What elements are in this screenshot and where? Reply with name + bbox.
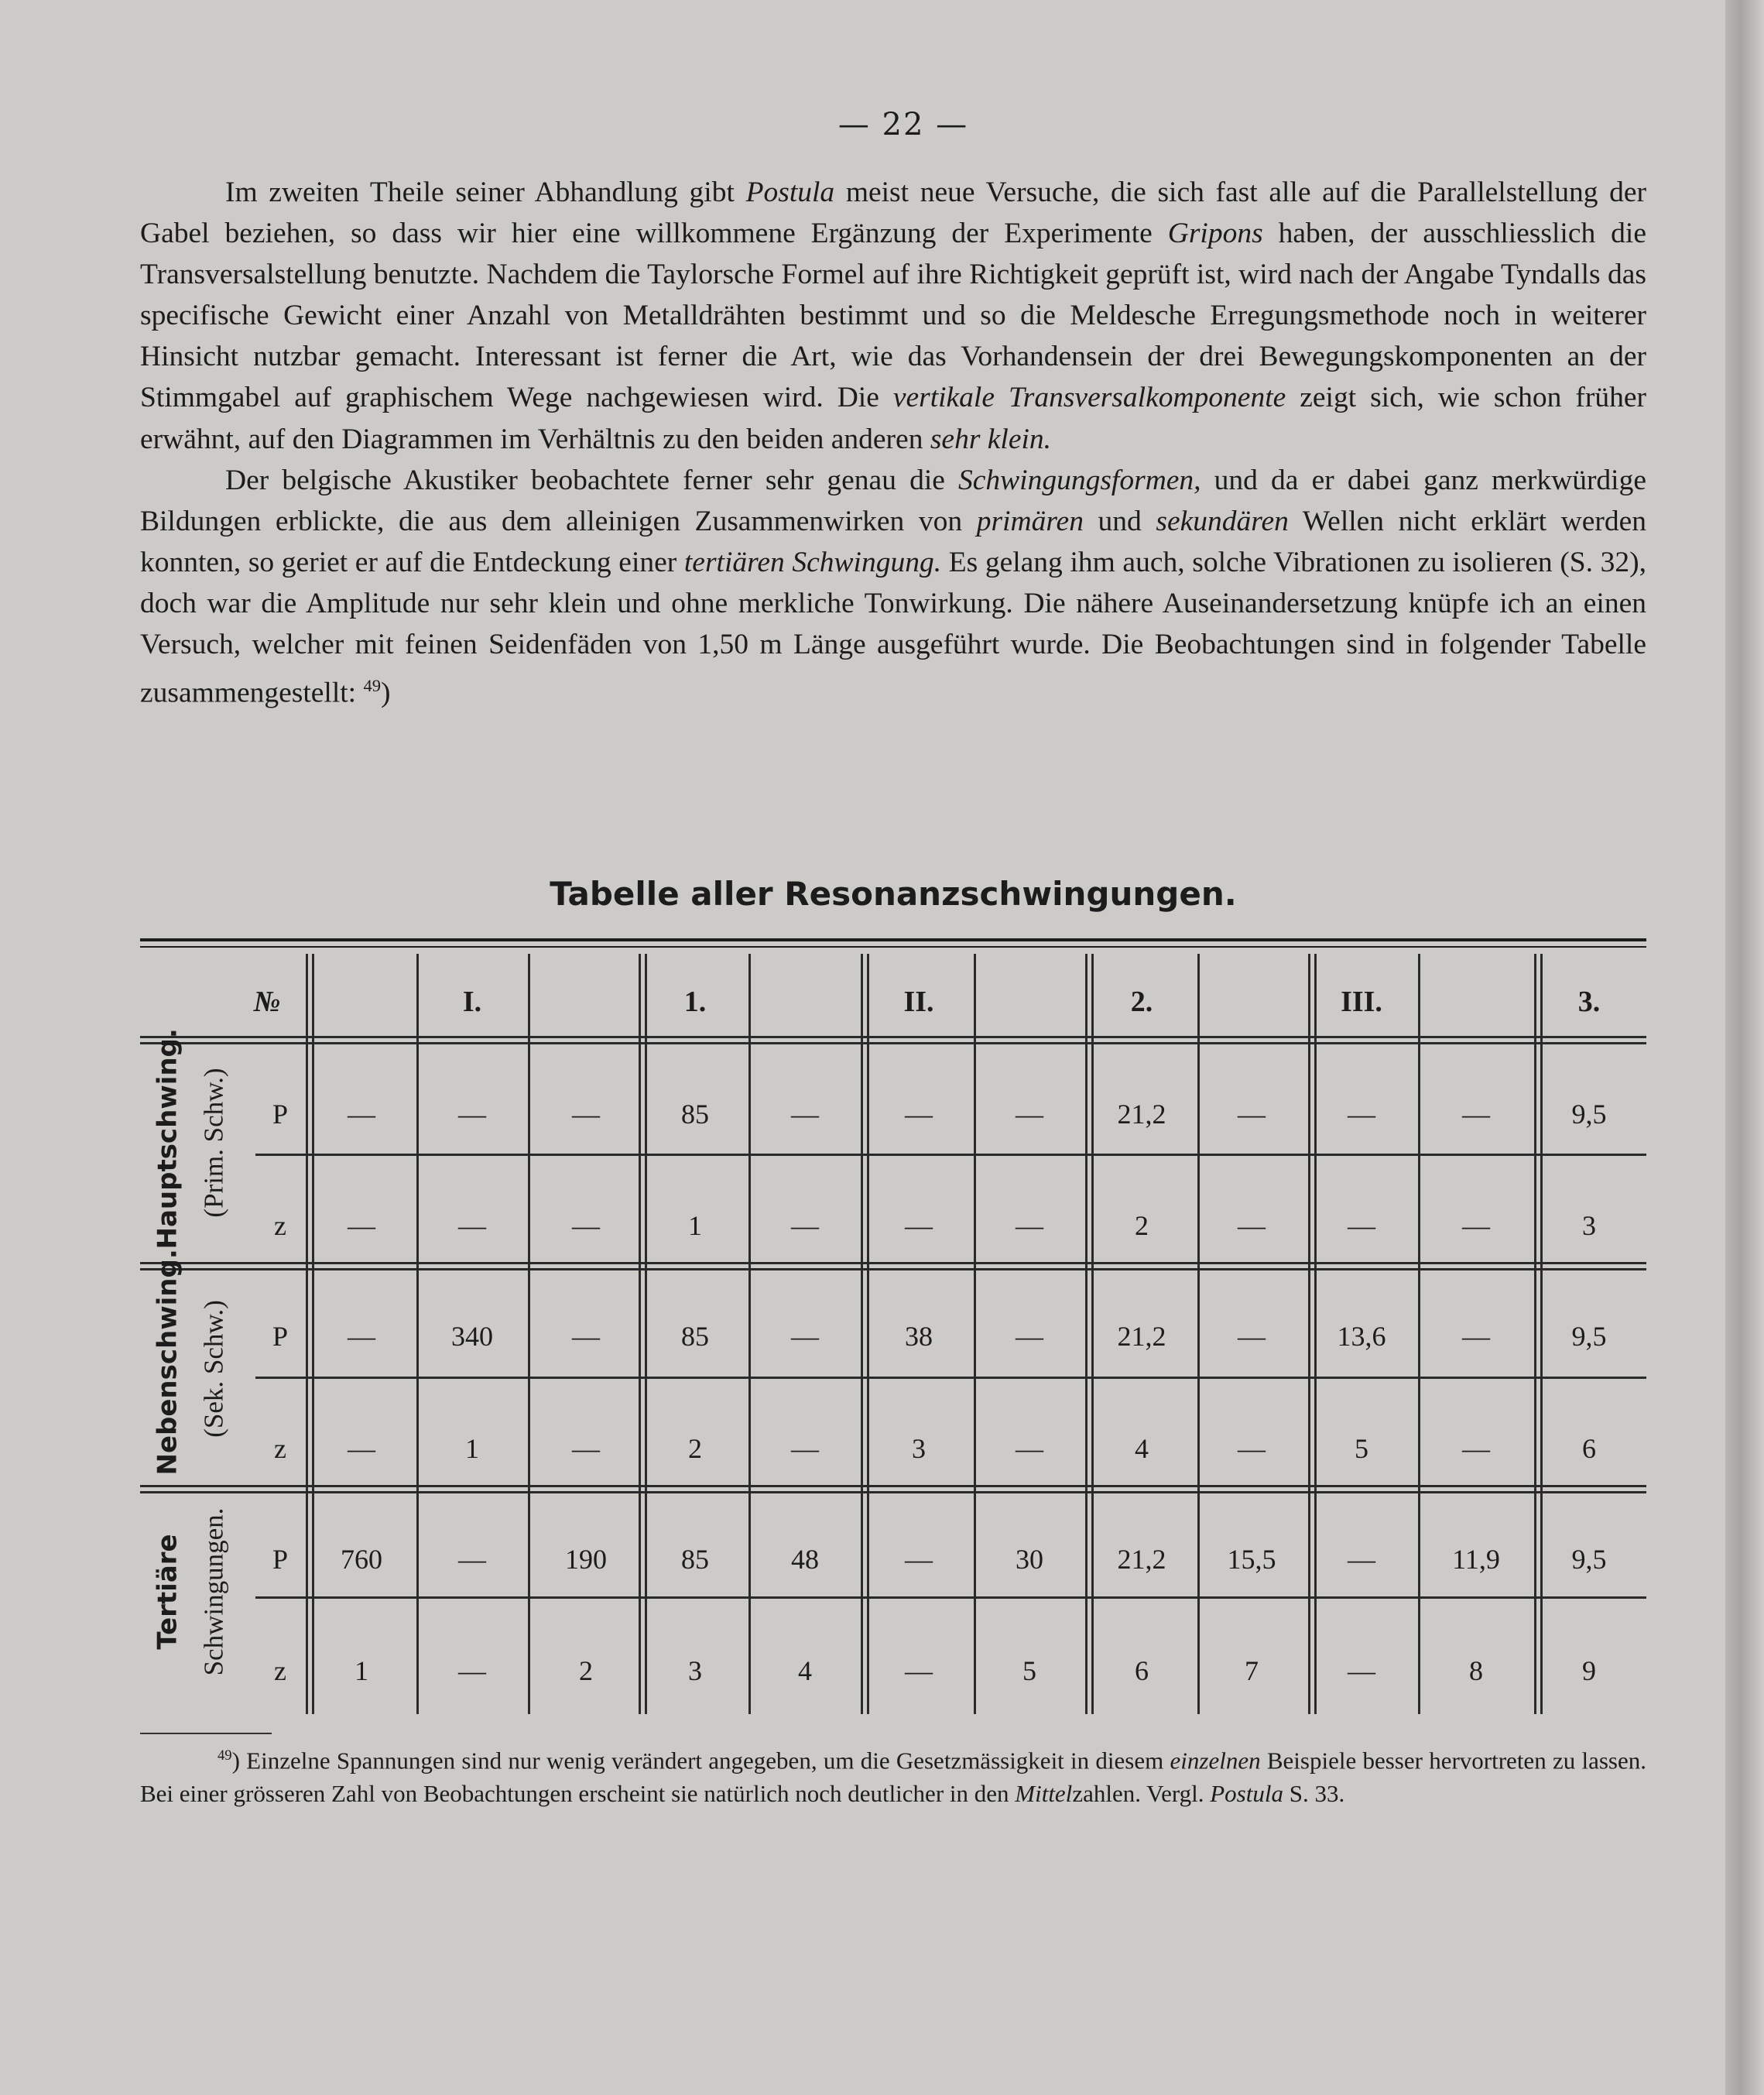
- footnote-rule: [140, 1733, 272, 1734]
- table-cell: 21,2: [1117, 1099, 1166, 1130]
- p2-italic-tertiaeren: tertiären Schwingung.: [683, 546, 942, 578]
- p2-text-c: und da er dabei ganz merkwürdige Bildungen erblickte, die aus dem alleinigen Zusammenwirken von: [140, 464, 1646, 537]
- table-cell: 2: [688, 1433, 702, 1464]
- table-hline: [255, 1596, 1646, 1599]
- table-cell: —: [791, 1099, 819, 1130]
- table-cell: 6: [1582, 1433, 1596, 1464]
- table-cell: —: [1348, 1544, 1375, 1575]
- header-cell: I.: [462, 986, 482, 1018]
- table-cell: 1: [355, 1655, 368, 1686]
- page-number: — 22 —: [837, 107, 969, 142]
- table-cell: 9,5: [1571, 1099, 1607, 1130]
- table-cell: —: [1238, 1321, 1266, 1352]
- group-label-primary: Hauptschwing.: [152, 1027, 183, 1249]
- table-cell: —: [1016, 1210, 1043, 1241]
- table-cell: —: [1016, 1321, 1043, 1352]
- table-cell: 1: [688, 1210, 702, 1241]
- table-vline: [1418, 954, 1420, 1714]
- table-cell: 9,5: [1571, 1321, 1607, 1352]
- footnote-mark: 49: [218, 1747, 232, 1764]
- p1-text-g: zeigt sich, wie schon früher erwähnt, auf den Diagrammen im Verhältnis zu den beiden anderen: [140, 382, 1646, 455]
- p1-italic-komponente: vertikale Transversalkomponente: [892, 382, 1286, 414]
- table-cell: 15,5: [1227, 1544, 1276, 1575]
- header-cell: II.: [903, 986, 934, 1018]
- table-cell: 9: [1582, 1655, 1596, 1686]
- p1-italic-postula: Postula: [745, 177, 835, 208]
- table-cell: —: [1348, 1210, 1375, 1241]
- paragraph-1: [140, 172, 1646, 460]
- table-cell: 30: [1016, 1544, 1043, 1575]
- table-cell: —: [1462, 1099, 1490, 1130]
- p2-text-e: und: [1083, 505, 1156, 537]
- table-cell: 38: [905, 1321, 933, 1352]
- table-cell: 85: [681, 1544, 709, 1575]
- fn-italic-einzelnen: einzelnen: [1170, 1747, 1261, 1774]
- row-key: z: [274, 1210, 286, 1241]
- table-cell: —: [1238, 1210, 1266, 1241]
- header-cell: 1.: [683, 986, 707, 1018]
- table-cell: —: [905, 1544, 933, 1575]
- table-hline: [140, 1485, 1646, 1487]
- p2-text-k: ): [380, 677, 391, 709]
- table-cell: —: [572, 1210, 600, 1241]
- body-text: [140, 172, 1646, 714]
- header-cell: 2.: [1130, 986, 1153, 1018]
- header-cell: 3.: [1577, 986, 1601, 1018]
- p2-italic-primaeren: primären: [976, 505, 1084, 537]
- table-hline: [140, 1262, 1646, 1264]
- table-cell: —: [572, 1099, 600, 1130]
- table-cell: —: [348, 1099, 375, 1130]
- table-cell: —: [791, 1210, 819, 1241]
- table-cell: —: [791, 1433, 819, 1464]
- table-cell: —: [458, 1655, 486, 1686]
- table-cell: —: [458, 1544, 486, 1575]
- fn-text-g: S. 33.: [1283, 1780, 1345, 1808]
- table-hline: [255, 1154, 1646, 1156]
- fn-text-c: Beispiele besser hervortreten zu lassen. Bei einer grösseren Zahl von Beobachtungen erscheint sie natürlich noch deutlicher in den: [140, 1747, 1646, 1808]
- table-cell: 21,2: [1117, 1321, 1166, 1352]
- table-cell: —: [1238, 1099, 1266, 1130]
- p1-text-a: Im zweiten Theile seiner Abhandlung gibt: [225, 177, 746, 208]
- table-cell: 7: [1245, 1655, 1259, 1686]
- table-cell: 13,6: [1337, 1321, 1386, 1352]
- table-hline-double: [140, 1268, 1646, 1270]
- table-hline: [140, 1036, 1646, 1038]
- table-cell: —: [905, 1099, 933, 1130]
- table-cell: 5: [1355, 1433, 1368, 1464]
- table-hline-double: [140, 1491, 1646, 1493]
- p1-italic-gripons: Gripons: [1167, 218, 1263, 250]
- table-cell: —: [458, 1210, 486, 1241]
- group-label-secondary: (Sek. Schw.): [198, 1299, 228, 1438]
- fn-text-e: zahlen. Vergl.: [1072, 1780, 1211, 1808]
- table-cell: —: [348, 1433, 375, 1464]
- table-top-rule-thin: [140, 946, 1646, 948]
- row-key: z: [274, 1433, 286, 1464]
- p2-italic-sekundaeren: sekundären: [1156, 505, 1289, 537]
- p2-text-a: Der belgische Akustiker beobachtete ferner sehr genau die: [225, 464, 959, 496]
- p2-text-i: Es gelang ihm auch, solche Vibrationen zu isolieren (S. 32), doch war die Amplitude nur sehr klein und ohne merkliche Tonwirkung. Die nähere Auseinandersetzung knüpfe ich an einen Versuch, welcher mit feinen Seidenfäden von 1,50 m Länge ausgeführt wurde. Die Beobachtungen sind in folgender Tabelle zusammengestellt:: [140, 546, 1647, 709]
- group-label-secondary: (Prim. Schw.): [198, 1067, 228, 1218]
- table-cell: —: [1016, 1099, 1043, 1130]
- table-cell: —: [791, 1321, 819, 1352]
- table-title: Tabelle aller Resonanzschwingungen.: [550, 875, 1237, 913]
- table-cell: 3: [1582, 1210, 1596, 1241]
- table-cell: 760: [341, 1544, 382, 1575]
- p1-text-c: meist neue Versuche, die sich fast alle auf die Parallelstellung der Gabel beziehen, so dass wir hier eine willkommene Ergänzung der Experimente: [140, 177, 1646, 250]
- row-key: P: [272, 1544, 289, 1575]
- footnote: [140, 1739, 1646, 1810]
- fn-text-a: ) Einzelne Spannungen sind nur wenig verändert angegeben, um die Gesetzmässigkeit in diesem: [231, 1747, 1170, 1774]
- row-key: z: [274, 1655, 286, 1686]
- table-cell: 4: [798, 1655, 812, 1686]
- table-cell: —: [1462, 1321, 1490, 1352]
- table-top-rule: [140, 938, 1646, 941]
- table-vline: [528, 954, 530, 1714]
- table-cell: 8: [1469, 1655, 1483, 1686]
- table-cell: 4: [1135, 1433, 1149, 1464]
- table-hline-double: [140, 1042, 1646, 1044]
- table-cell: 3: [688, 1655, 702, 1686]
- table-cell: —: [572, 1321, 600, 1352]
- p2-italic-schwingungsformen: Schwingungsformen,: [958, 464, 1201, 496]
- table-cell: —: [1348, 1655, 1375, 1686]
- table-cell: —: [348, 1321, 375, 1352]
- page-edge: [1725, 0, 1764, 2095]
- footnote-paragraph: [140, 1739, 1646, 1810]
- row-key: P: [272, 1099, 289, 1130]
- table-cell: 21,2: [1117, 1544, 1166, 1575]
- table-cell: 85: [681, 1099, 709, 1130]
- table-cell: 340: [451, 1321, 493, 1352]
- table-cell: 2: [579, 1655, 593, 1686]
- table-cell: 6: [1135, 1655, 1149, 1686]
- table-cell: —: [905, 1655, 933, 1686]
- table-cell: 11,9: [1452, 1544, 1500, 1575]
- group-label-primary: Tertiäre: [152, 1533, 183, 1650]
- table-cell: —: [1462, 1433, 1490, 1464]
- table-cell: 190: [565, 1544, 607, 1575]
- p2-text-g: Wellen nicht erklärt werden konnten, so geriet er auf die Entdeckung einer: [140, 505, 1647, 578]
- table-cell: 85: [681, 1321, 709, 1352]
- header-number-sign: №: [253, 986, 281, 1018]
- table-cell: —: [1348, 1099, 1375, 1130]
- table-cell: —: [1462, 1210, 1490, 1241]
- table-cell: 5: [1022, 1655, 1036, 1686]
- group-label-secondary: Schwingungen.: [198, 1507, 228, 1675]
- table-cell: —: [905, 1210, 933, 1241]
- table-cell: —: [458, 1099, 486, 1130]
- header-cell: III.: [1341, 986, 1382, 1018]
- row-key: P: [272, 1321, 289, 1352]
- fn-italic-mittel: Mittel: [1015, 1780, 1073, 1808]
- table-cell: 48: [791, 1544, 819, 1575]
- p1-italic-klein: sehr klein.: [930, 423, 1052, 455]
- group-label-primary: Nebenschwing.: [152, 1248, 183, 1475]
- paragraph-2: [140, 460, 1646, 714]
- table-cell: 9,5: [1571, 1544, 1607, 1575]
- table-cell: —: [1238, 1433, 1266, 1464]
- p1-text-e: haben, der ausschliesslich die Transversalstellung benutzte. Nachdem die Taylorsche Formel auf ihre Richtigkeit geprüft ist, wird nach der Angabe Tyndalls das specifische Gewicht einer Anzahl von Metalldrähten bestimmt und so die Meldesche Erregungsmethode noch in weiterer Hinsicht nutzbar gemacht. Interessant ist ferner die Art, wie das Vorhandensein der drei Bewegungskomponenten an der Stimmgabel auf graphischem Wege nachgewiesen wird. Die: [140, 218, 1646, 414]
- fn-italic-postula: Postula: [1210, 1780, 1283, 1808]
- table-cell: —: [348, 1210, 375, 1241]
- table-hline: [255, 1377, 1646, 1379]
- table-cell: 2: [1135, 1210, 1149, 1241]
- table-cell: 1: [465, 1433, 479, 1464]
- table-cell: —: [572, 1433, 600, 1464]
- table-cell: —: [1016, 1433, 1043, 1464]
- footnote-ref: 49: [363, 676, 381, 696]
- table-vline: [861, 954, 863, 1714]
- table-cell: 3: [912, 1433, 926, 1464]
